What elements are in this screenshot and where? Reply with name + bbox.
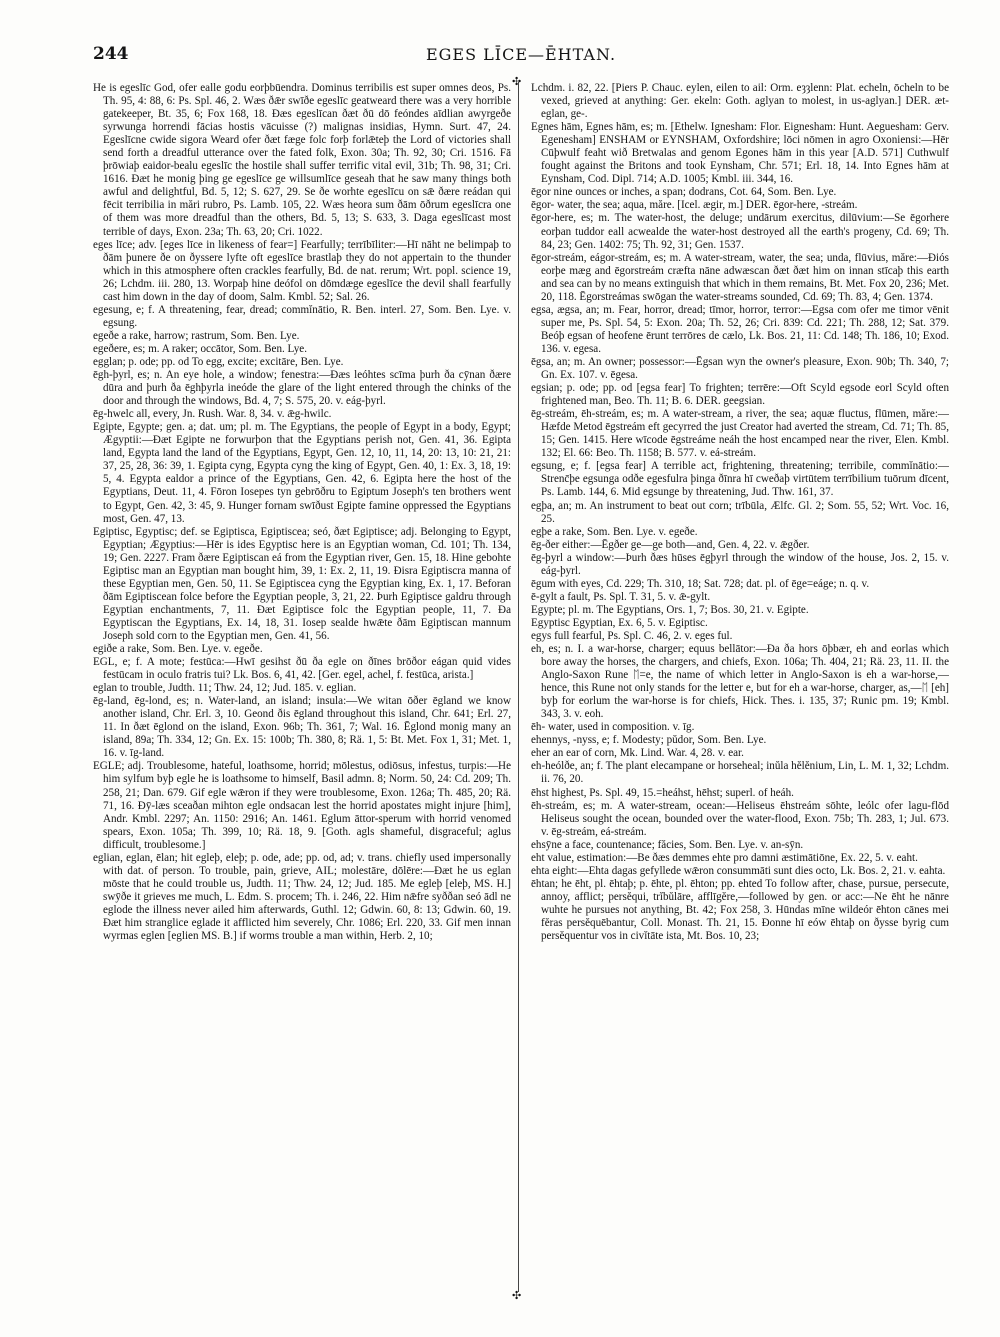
dictionary-entry: ehta eight:—Ehta dagas gefyllede wǣron consummāti sunt dies octo, Lk. Bos. 2, 21. v. eahta. bbox=[531, 864, 946, 877]
dictionary-entry: egesung, e; f. A threatening, fear, dread; commĭnātio, R. Ben. interl. 27, Som. Ben. Lye. v. egsung. bbox=[93, 303, 511, 329]
dictionary-entry: eht value, estimation:—Be ðæs demmes ehte pro damni æstimātiōne, Ex. 22, 5. v. eaht. bbox=[531, 851, 918, 864]
dictionary-entry: ēgor- water, the sea; aqua, măre. [Icel. ægir, m.] DER. ēgor-here, -streám. bbox=[531, 199, 858, 212]
dictionary-entry: egeðe a rake, harrow; rastrum, Som. Ben. Lye. bbox=[93, 329, 300, 342]
dictionary-entry: egsian; p. ode; pp. od [egsa fear] To frighten; terrēre:—Oft Scyld egsode eorl Scyld often frightened man, Beo. Th. 11; B. 6. DER. geegsian. bbox=[531, 382, 949, 408]
page-header bbox=[93, 44, 949, 70]
dictionary-entry: egþe a rake, Som. Ben. Lye. v. egeðe. bbox=[531, 525, 698, 538]
dictionary-entry: ēgum with eyes, Cd. 229; Th. 310, 18; Sat. 728; dat. pl. of ēge=eáge; n. q. v. bbox=[531, 577, 870, 590]
dictionary-entry: eglan to trouble, Judth. 11; Thw. 24, 12; Jud. 185. v. eglian. bbox=[93, 682, 357, 695]
dictionary-entry: ehennys, -nyss, e; f. Modesty; pŭdor, Som. Ben. Lye. bbox=[531, 734, 767, 747]
dictionary-entry: ēg-hwelc all, every, Jn. Rush. War. 8, 34. v. ǣg-hwilc. bbox=[93, 408, 332, 421]
dictionary-entry: egsa, ægsa, an; m. Fear, horror, dread; tīmor, horror, terror:—Egsa com ofer me timor vēnit super me, Ps. Spl. 54, 5: Exon. 20a; Th. 52, 26; Cri. 839: Cd. 221; Th. 288, 12; Sat. 379. Beóþ egsan of heofene ērunt terrōres de cælo, Lk. Bos. 21, 11: Cd. 148; Th. 186, 10; Exod. 136. v. egesa. bbox=[531, 303, 949, 355]
dictionary-entry: egys full fearful, Ps. Spl. C. 46, 2. v. eges ful. bbox=[531, 629, 733, 642]
dictionary-entry: egiðe a rake, Som. Ben. Lye. v. egeðe. bbox=[93, 643, 263, 656]
dictionary-entry: ēg-streám, ēh-streám, es; m. A water-stream, a river, the sea; aquæ fluctus, flūmen, măre:—Hæfde Metod ēgstreám eft gecyrred the just Creator had averted the stream, Cd. 71; Th. 85, 15; Gen. 1415. Here wīcode ēgstreáme neáh the host encamped near the river, Elen. Kmbl. 132; El. 66: Beo. Th. 1158; B. 577. v. eá-streám. bbox=[531, 408, 949, 460]
divider-ornament-top: ✣ bbox=[512, 75, 522, 88]
dictionary-entry: egsung, e; f. [egsa fear] A terrible act, frightening, threatening; terribile, commĭnātio:—Strenc̄þe egsunga odðe egesfulra þinga ðīnra hī cweðaþ virtūtem terrībilium tuōrum dīcent, Ps. Lamb. 144, 6. Mid egsunge by threatening, Jud. Thw. 161, 37. bbox=[531, 460, 949, 499]
left-column bbox=[93, 82, 511, 1322]
dictionary-entry: ēgor-here, es; m. The water-host, the deluge; undārum exercitus, dilūvium:—Se ēgorhere eorþan tuddor eall acwealde the water-host destroyed all the earth's progeny, Cd. 69; Th. 84, 23; Gen. 1402: 75; Th. 92, 31; Gen. 1537. bbox=[531, 212, 949, 251]
dictionary-entry: EGL, e; f. A mote; festūca:—Hwī gesihst ðū ða egle on ðīnes brōðor eágan quid vides festūcam in oculo fratris tui? Lk. Bos. 6, 41, 42. [Ger. egel, achel, f. festūca, arista.] bbox=[93, 656, 511, 682]
right-column bbox=[531, 82, 949, 1322]
dictionary-entry: ēg-land, ēg-lond, es; n. Water-land, an island; insula:—We witan ōðer ēgland we know another island, Chr. Erl. 3, 10. Geond ðis ēgland throughout this island, Chr. 641; Erl. 27, 11. In ðæt ēglond on the island, Exon. 96b; Th. 361, 7; Wal. 16. Ēglond monig many an island, 89a; Th. 334, 12; Gn. Ex. 15: 100b; Th. 380, 8; Rä. 1, 5: Bt. Met. Fox 1, 31; Met. 1, 16. v. īg-land. bbox=[93, 695, 511, 760]
page-number: 244 bbox=[93, 44, 129, 64]
dictionary-entry: Egypte; pl. m. The Egyptians, Ors. 1, 7; Bos. 30, 21. v. Egipte. bbox=[531, 603, 809, 616]
dictionary-entry: ēgh-þyrl, es; n. An eye hole, a window; fenestra:—Ðæs leóhtes scīma þurh ða cȳnan ðære dūra and þurh ða ēghþyrla ineóde the glare of the light entered through the chinks of the door and through the windows, Bd. 4, 7; S. 575, 20. v. eág-þyrl. bbox=[93, 369, 511, 408]
dictionary-entry: ēgor nine ounces or inches, a span; dodrans, Cot. 64, Som. Ben. Lye. bbox=[531, 186, 837, 199]
dictionary-entry: Egyptisc Egyptian, Ex. 6, 5. v. Egiptisc. bbox=[531, 616, 708, 629]
dictionary-entry: egglan; p. ode; pp. od To egg, excite; excitāre, Ben. Lye. bbox=[93, 355, 344, 368]
dictionary-entry: ēhtan; he ēht, pl. ēhtaþ; p. ēhte, pl. ēhton; pp. ehted To follow after, chase, pursue, persecute, annoy, afflict; persĕqui, trĭbŭlāre, afflīgĕre,—followed by gen. or acc:—Ne ēht he nānre wuhte he pursues not anything, Bt. 42; Fox 258, 3. Hūndas mīne wildeór ēhton cānes mei fĕras persĕquēbantur, Coll. Monast. Th. 21, 15. Ðonne hī eów ēhtaþ on ðysse byrig cum persĕquentur vos in civĭtāte ista, Mt. Bos. 10, 23; bbox=[531, 877, 949, 943]
dictionary-entry: ē-gylt a fault, Ps. Spl. T. 31, 5. v. ǣ-gylt. bbox=[531, 590, 711, 603]
dictionary-entry: ēg-þyrl a window:—Þurh ðæs hūses ēgþyrl through the window of the house, Jos. 2, 15. v. eág-þyrl. bbox=[531, 551, 949, 577]
dictionary-entry: Lchdm. i. 82, 22. [Piers P. Chauc. eylen, eilen to ail: Orm. eȝȝlenn: Plat. echeln, ōcheln to be vexed, grieved at anything: Ger. ekeln: Goth. aglyan to molest, in us-aglyan.] DER. æt-eglan, ge-. bbox=[531, 82, 949, 121]
dictionary-entry: EGLE; adj. Troublesome, hateful, loathsome, horrid; mōlestus, odiōsus, infestus, turpis:—He him sylfum byþ egle he is loathsome to himself, Basil admn. 8; Norm. 50, 24: Cd. 209; Th. 258, 21; Dan. 679. Gif egle wǣron if they were troublesome, Exon. 126a; Th. 485, 20; Rä. 71, 16. Ðȳ-læs sceaðan mihton egle ondsacan lest the horrid apostates might injure [him], Andr. Kmbl. 2297; An. 1150: 2916; An. 1461. Eglum āttor-sperum with horrid venomed spears, Exon. 105a; Th. 399, 10; Rä. 18, 9. [Goth. agls shameful, disgraceful; aglus difficult, troublesome.] bbox=[93, 760, 511, 851]
dictionary-entry: ēh-streám, es; m. A water-stream, ocean:—Heliseus ēhstreám sōhte, leólc ofer lagu-flōd Heliseus sought the ocean, bounded over the water-flood, Exon. 75b; Th. 283, 1; Jul. 673. v. ēg-streám, eá-streám. bbox=[531, 799, 949, 838]
dictionary-entry: ēg-ðer either:—Ēgðer ge—ge both—and, Gen. 4, 22. v. ǣgðer. bbox=[531, 538, 810, 551]
dictionary-entry: ēgsa, an; m. An owner; possessor:—Ēgsan wyn the owner's pleasure, Exon. 90b; Th. 340, 7; Gn. Ex. 107. v. ēgesa. bbox=[531, 355, 949, 382]
dictionary-entry: Egiptisc, Egyptisc; def. se Egiptisca, Egiptiscea; seó, ðæt Egiptisce; adj. Belonging to Egypt, Egyptian; Ægyptius:—Hēr is ides Egyptisc here is an Egyptian woman, Cd. 101; Th. 134, 19; Gen. 2227. Fram ðære Egiptiscan eá from the Egyptian river, Gen. 15, 18. Hine gebohte Egiptisc man an Egyptian man bought him, 39, 1: Ex. 2, 11, 19. Ðisra Egiptiscra manna of these Egyptian men, Gen. 50, 11. Se Egiptiscea cyng the Egyptian king, Ex. 1, 17. Beforan ðām Egiptiscean folce before the Egyptian people, 3, 21, 22. Þurh Egiptisce galdru through Egyptian enchantments, 7, 11. Ðæt Egiptisce folc the Egyptian people, 11, 7. Ða Egyptiscan the Egyptians, Ex. 14, 18, 31. Iosep sealde hwǣte ðām Egiptiscan mannum Joseph sold corn to the Egyptian men, Gen. 41, 56. bbox=[93, 525, 511, 642]
dictionary-entry: Egnes hām, Egnes hām, es; m. [Ethelw. Ignesham: Flor. Eignesham: Hunt. Aeguesham: Gerv. Egenesham] ENSHAM or EYNSHAM, Oxfordshire; lōci nōmen in agro Oxoniensi:—Hēr Cūþwulf feaht wið Bretwalas and genom Egones hām in this year [A.D. 571] Cuthwulf fought against the Britons and took Eynsham, Chr. 571; Erl. 18, 14. Into Egnes hām at Eynsham, Cod. Dipl. 714; A.D. 1005; Kmbl. iii. 344, 16. bbox=[531, 121, 949, 186]
dictionary-entry: He is egeslīc God, ofer ealle godu eorþbūendra. Dominus terribilis est super omnes deos, Ps. Th. 95, 4: 88, 6: Ps. Spl. 46, 2. Wæs ðǣr swīðe egeslīc geatweard there was a very horrible gatekeeper, Bt. 35, 6; Fox 168, 18. Ðæs egeslīcan ðæt ðū dō feóndes aīdlian awyrgeðe syrwunga horrendi fācias hostis vācuisse (?) malignas insidias, Hymn. Surt. 47, 24. Egeslīcne cwide sigora Weard ofer ðæt fæge folc forþ forlǣteþ the Lord of victories shall send forth a dreadful utterance over the fated folk, Exon. 30a; Th. 92, 30; Cri. 1516. Fā þrōwiaþ eaidor-bealu egeslīc the hostile shall suffer terrific vital evil, 31b; Th. 98, 31; Cri. 1616. Ðæt he monig þing ge egeslīce ge willsumlīce geseah that he saw many things both awful and delightful, Bd. 5, 12; S. 627, 29. Se ðe worhte egeslīcu on sǣ ðære reádan qui fēcit terribilia in mări rubro, Ps. Lamb. 105, 22. Wæs heora sum ðām ōðrum egeslīcra one of them was more dreadful than the others, Bd. 5, 13; S. 633, 3. Daga egeslīcast most terrible of days, Exon. 23a; Th. 63, 20; Cri. 1022. bbox=[93, 82, 511, 238]
column-divider bbox=[518, 82, 519, 1292]
dictionary-entry: Egipte, Egypte; gen. a; dat. um; pl. m. The Egyptians, the people of Egypt in a body, Egypt; Ægyptii:—Ðæt Egipte ne forwurþon that the Egyptians perish not, Gen. 41, 36. Egipta land, Egypta land the land of the Egyptians, Egypt, Gen. 12, 10, 11, 14, 20: 13, 10: 21, 21: 37, 25, 28, 36: 39, 1. Egipta cyng, Egypta cyng the king of Egypt, Gen. 40, 1: Ex. 3, 18, 19: 5, 4. Egypta ealdor a prince of the Egyptians, Gen. 42, 6. Egipta here the host of the Egyptians, Deut. 11, 4. Fōron Iosepes tyn gebrōðru to Egiptum Joseph's ten brothers went to Egypt, Gen. 42, 3: 45, 9. Hunger fornam swīðust Egipte famine oppressed the Egyptians most, Gen. 47, 13. bbox=[93, 421, 511, 525]
dictionary-entry: eh, es; n. I. a war-horse, charger; equus bellātor:—Ða ða hors ōþbær, eh and eorlas which bore away the horses, the chargers, and chiefs, Exon. 106a; Th. 404, 21; Rä. 23, 11. II. the Anglo-Saxon Rune ᛖ=e, the name of which letter in Anglo-Saxon is eh a war-horse,—hence, this Rune not only stands for the letter e, but for eh a war-horse, charger, as,—ᛖ [eh] byþ for eorlum the war-horse is for chiefs, Hick. Thes. i. 135, 37; Runic pm. 19; Kmbl. 343, 3. v. eoh. bbox=[531, 643, 949, 721]
running-title: EGES LĪCE—ĒHTAN. bbox=[425, 45, 617, 64]
dictionary-entry: ehsȳne a face, countenance; făcies, Som. Ben. Lye. v. an-sȳn. bbox=[531, 838, 804, 851]
dictionary-entry: eglian, eglan, ēlan; hit egleþ, eleþ; p. ode, ade; pp. od, ad; v. trans. chiefly used impersonally with dat. of person. To trouble, pain, grieve, AIL; molestāre, dōlēre:—Ðæt he us eglan mōste that he could trouble us, Judth. 11; Thw. 24, 12; Jud. 185. Me egleþ [eleþ, MS. H.] swȳðe it grieves me much, L. Edm. S. procem; Th. i. 246, 22. Him nǣfre syððan seó ādl ne eglode the illness never ailed him afterwards, Guthl. 12; Gdwin. 60, 8: 13; Gdwin. 60, 19. Ðæt him stranglice eglade it afflicted him severely, Chr. 1086; Erl. 220, 33. Gif men innan wyrmas eglen [eglien MS. B.] if worms trouble a man within, Herb. 2, 10; bbox=[93, 851, 511, 943]
dictionary-entry: ēh- water, used in composition. v. īg. bbox=[531, 721, 695, 734]
dictionary-entry: egþa, an; m. An instrument to beat out corn; trībūla, Ælfc. Gl. 2; Som. 55, 52; Wrt. Voc. 16, 25. bbox=[531, 499, 949, 525]
dictionary-entry: egeðere, es; m. A raker; occātor, Som. Ben. Lye. bbox=[93, 342, 307, 355]
dictionary-entry: eher an ear of corn, Mk. Lind. War. 4, 28. v. ear. bbox=[531, 747, 744, 760]
dictionary-entry: eh-heólðe, an; f. The plant elecampane or horseheal; inŭla hĕlĕnium, Lin, L. M. 1, 32; Lchdm. ii. 76, 20. bbox=[531, 760, 949, 786]
divider-ornament-bottom: ✣ bbox=[512, 1289, 522, 1302]
dictionary-entry: eges līce; adv. [eges līce in likeness of fear=] Fearfully; terrībīliter:—Hī nāht ne belimpaþ to ðām þunere ðe on ðyssere lyfte oft egeslīce brastlaþ they do not appertain to the thunder which in this atmosphere often crackles fearfully, Bd. de nat. rerum; Wrt. popl. science 19, 26; Lchdm. iii. 280, 13. Worpaþ hine deófol on dōmdæge egeslīce the devil shall fearfully cast him down in the day of doom, Salm. Kmbl. 52; Sal. 26. bbox=[93, 238, 511, 303]
dictionary-entry: ēhst highest, Ps. Spl. 49, 15.=heáhst, hēhst; superl. of heáh. bbox=[531, 786, 794, 799]
dictionary-entry: ēgor-streám, eágor-streám, es; m. A water-stream, water, the sea; unda, flūvius, măre:—Ðiós eorþe mæg and ēgorstreám cræfta nāne adwæscan ðæt ðæt him on innan stīcaþ this earth and sea can by no means extinguish that which in them remains, Bt. Met. Fox 20, 236; Met. 20, 118. Ēgorstreámas swōgan the water-streams sounded, Cd. 69; Th. 83, 4; Gen. 1374. bbox=[531, 251, 949, 303]
